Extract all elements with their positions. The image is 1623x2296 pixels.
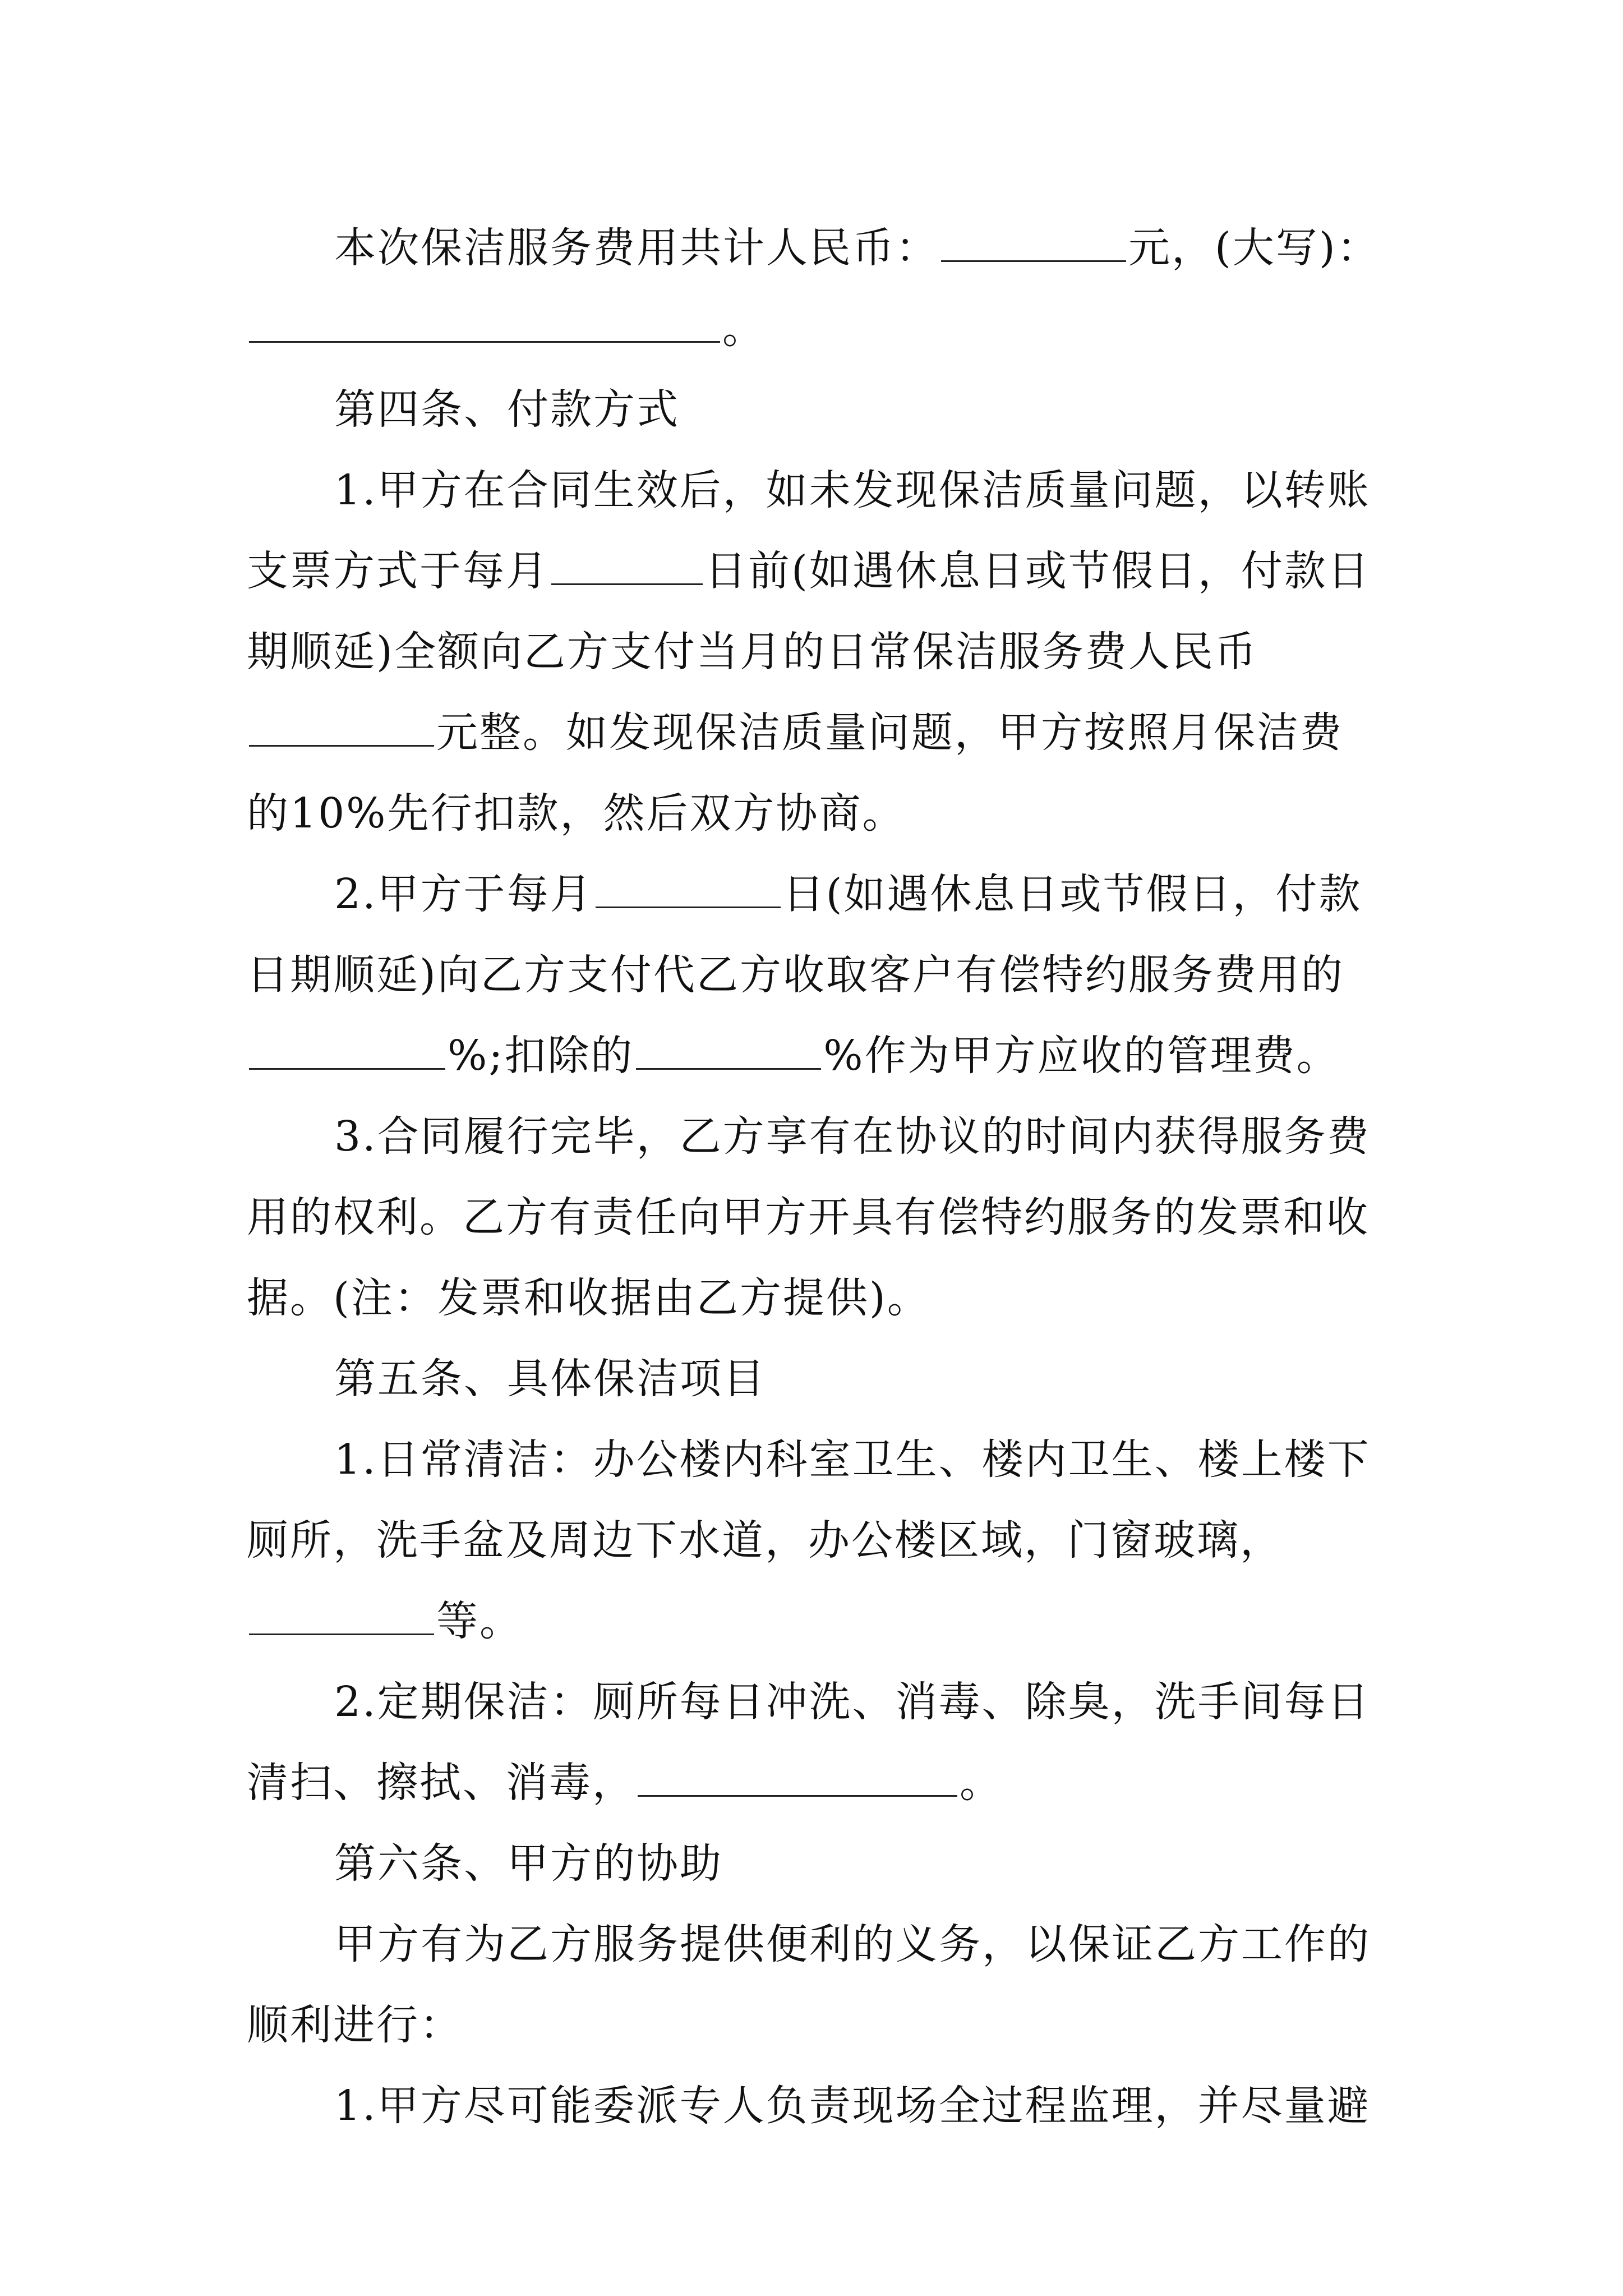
text-segment: 元，(大写)： [1128, 224, 1380, 272]
fill-blank [596, 865, 781, 908]
text-line [247, 2065, 1385, 2146]
text-segment: %作为甲方应收的管理费。 [823, 1032, 1340, 1080]
text-segment: 清扫、擦拭、消毒， [247, 1759, 635, 1807]
text-line [247, 611, 1385, 692]
text-segment: %;扣除的 [448, 1032, 634, 1080]
text-segment: 支票方式于每月 [247, 547, 549, 595]
fill-blank [636, 1027, 821, 1070]
text-segment: 2.甲方于每月 [334, 870, 593, 918]
fill-blank [551, 542, 703, 585]
fill-blank [249, 1592, 434, 1635]
text-segment: 等。 [436, 1597, 523, 1645]
text-line [247, 1419, 1385, 1500]
text-line [247, 288, 1385, 369]
text-segment: 日期顺延)向乙方支付代乙方收取客户有偿特约服务费用的 [247, 951, 1344, 999]
text-line [247, 531, 1385, 611]
text-line [247, 1177, 1385, 1258]
text-line [247, 1500, 1385, 1581]
fill-blank [941, 219, 1126, 262]
text-segment: 3.合同履行完毕，乙方享有在协议的时间内获得服务费 [334, 1112, 1371, 1161]
text-segment: 1.日常清洁：办公楼内科室卫生、楼内卫生、楼上楼下 [334, 1435, 1371, 1484]
section-heading [247, 1338, 1385, 1419]
text-line [247, 208, 1385, 288]
text-line [247, 1581, 1385, 1662]
text-line [247, 1985, 1385, 2065]
fill-blank [638, 1754, 957, 1797]
document-body [247, 208, 1385, 2146]
heading-text: 第五条、具体保洁项目 [334, 1355, 766, 1403]
text-segment: 元整。如发现保洁质量问题，甲方按照月保洁费 [436, 708, 1343, 757]
section-heading [247, 1823, 1385, 1904]
text-line [247, 1258, 1385, 1338]
text-line [247, 450, 1385, 531]
text-line [247, 692, 1385, 773]
text-segment: 期顺延)全额向乙方支付当月的日常保洁服务费人民币 [247, 628, 1258, 676]
text-segment: 1.甲方在合同生效后，如未发现保洁质量问题，以转账 [334, 466, 1371, 514]
text-segment: 厕所，洗手盆及周边下水道，办公楼区域，门窗玻璃， [247, 1516, 1283, 1565]
text-segment: 顺利进行： [247, 2001, 463, 2049]
text-line [247, 773, 1385, 854]
text-segment: 2.定期保洁：厕所每日冲洗、消毒、除臭，洗手间每日 [334, 1678, 1371, 1726]
text-segment: 的10%先行扣款，然后双方协商。 [247, 789, 906, 838]
text-segment: 用的权利。乙方有责任向甲方开具有偿特约服务的发票和收 [247, 1193, 1370, 1241]
fill-blank [249, 300, 720, 343]
text-segment: 。 [960, 1759, 1003, 1807]
text-line [247, 1096, 1385, 1177]
heading-text: 第四条、付款方式 [334, 385, 680, 434]
text-segment: 日前(如遇休息日或节假日，付款日 [705, 547, 1371, 595]
text-line [247, 935, 1385, 1015]
text-segment: 1.甲方尽可能委派专人负责现场全过程监理，并尽量避 [334, 2082, 1371, 2130]
text-segment: 日(如遇休息日或节假日，付款 [782, 870, 1362, 918]
text-segment: 本次保洁服务费用共计人民币： [334, 224, 939, 272]
text-line [247, 1662, 1385, 1742]
text-segment: 。 [722, 305, 766, 353]
text-line [247, 1904, 1385, 1985]
text-line [247, 1015, 1385, 1096]
section-heading [247, 369, 1385, 450]
fill-blank [249, 1027, 445, 1070]
text-segment: 据。(注：发票和收据由乙方提供)。 [247, 1274, 930, 1322]
text-line [247, 854, 1385, 935]
fill-blank [249, 703, 434, 747]
text-segment: 甲方有为乙方服务提供便利的义务，以保证乙方工作的 [334, 1920, 1371, 1968]
text-line [247, 1742, 1385, 1823]
heading-text: 第六条、甲方的协助 [334, 1839, 723, 1888]
